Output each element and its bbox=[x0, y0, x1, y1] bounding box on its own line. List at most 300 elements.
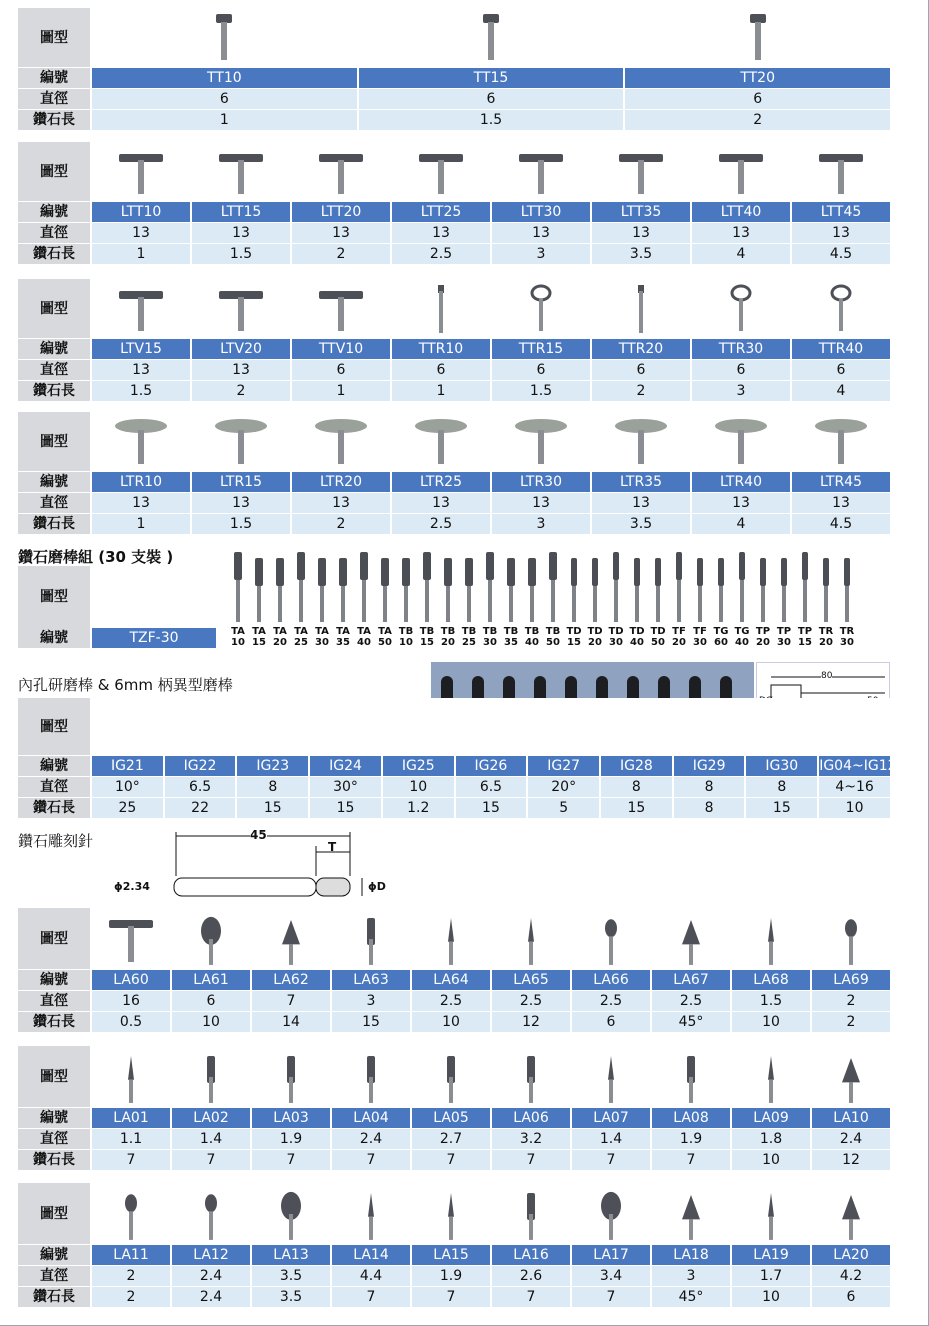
row-code bbox=[18, 756, 890, 777]
diameter-value: 4.4 bbox=[330, 1266, 410, 1287]
tool-image bbox=[330, 908, 410, 970]
diamond-length-value: 2 bbox=[90, 1287, 170, 1308]
diameter-value: 10 bbox=[381, 777, 454, 798]
diamond-length-value: 1.5 bbox=[190, 514, 290, 535]
model-code: LTR20 bbox=[290, 472, 390, 493]
model-code: LTT30 bbox=[490, 202, 590, 223]
diamond-length-value: 6 bbox=[570, 1012, 650, 1033]
tool-image bbox=[250, 1046, 330, 1108]
tzf-item-label bbox=[628, 626, 646, 648]
diameter-value: 6 bbox=[690, 360, 790, 381]
diameter-value: 8 bbox=[235, 777, 308, 798]
diameter-value: 13 bbox=[790, 223, 890, 244]
diamond-length-value: 15 bbox=[235, 798, 308, 819]
row-v1 bbox=[18, 493, 890, 514]
tzf-item-label bbox=[250, 626, 268, 648]
diameter-value: 3.2 bbox=[490, 1129, 570, 1150]
model-code: LA17 bbox=[570, 1245, 650, 1266]
tzf-series: TB bbox=[545, 626, 561, 637]
row-v1 bbox=[18, 777, 890, 798]
tool-image bbox=[650, 1183, 730, 1245]
diamond-length-value: 4.5 bbox=[790, 244, 890, 265]
diamond-length-value: 7 bbox=[490, 1150, 570, 1171]
diameter-value: 4.2 bbox=[810, 1266, 890, 1287]
tool-image bbox=[690, 279, 790, 339]
diameter-value: 10° bbox=[90, 777, 163, 798]
model-code: LA61 bbox=[170, 970, 250, 991]
tzf-size: 50 bbox=[546, 637, 560, 648]
diameter-value: 6 bbox=[390, 360, 490, 381]
diameter-value: 1.5 bbox=[730, 991, 810, 1012]
tool-image bbox=[730, 1046, 810, 1108]
tzf-item-label bbox=[502, 626, 520, 648]
diamond-length-value: 22 bbox=[163, 798, 236, 819]
row-v1 bbox=[18, 360, 890, 381]
tzf-item-label bbox=[712, 626, 730, 648]
diamond-length-value: 1.2 bbox=[381, 798, 454, 819]
diameter-value: 1.7 bbox=[730, 1266, 810, 1287]
diamond-length-value: 2 bbox=[590, 381, 690, 402]
row-img bbox=[18, 1046, 890, 1108]
tzf-item-label bbox=[565, 626, 583, 648]
diamond-length-value: 7 bbox=[490, 1287, 570, 1308]
diameter-value: 16 bbox=[90, 991, 170, 1012]
diameter-value: 13 bbox=[490, 223, 590, 244]
row-label: 編號 bbox=[18, 756, 90, 777]
diameter-value: 13 bbox=[290, 493, 390, 514]
model-code: LTR15 bbox=[190, 472, 290, 493]
diamond-length-value: 14 bbox=[250, 1012, 330, 1033]
tool-image bbox=[790, 279, 890, 339]
tzf-series: TB bbox=[461, 626, 477, 637]
row-v2 bbox=[18, 110, 890, 131]
tool-image bbox=[250, 1183, 330, 1245]
tool-image bbox=[410, 1046, 490, 1108]
tool-image bbox=[190, 412, 290, 472]
tzf-series: TA bbox=[252, 626, 266, 637]
model-code: TT15 bbox=[357, 68, 624, 89]
tool-image bbox=[170, 908, 250, 970]
diamond-length-value: 1 bbox=[290, 381, 390, 402]
tzf-item-label bbox=[754, 626, 772, 648]
diameter-value: 6 bbox=[490, 360, 590, 381]
diamond-length-value: 1.5 bbox=[190, 244, 290, 265]
model-code: TTR15 bbox=[490, 339, 590, 360]
spec-table-ig bbox=[18, 698, 897, 819]
diameter-value: 1.9 bbox=[250, 1129, 330, 1150]
tool-image bbox=[570, 1046, 650, 1108]
row-label: 鑽石長 bbox=[18, 110, 90, 131]
diamond-length-value: 7 bbox=[250, 1150, 330, 1171]
tzf-size: 20 bbox=[273, 637, 287, 648]
model-code: TTV10 bbox=[290, 339, 390, 360]
diamond-length-value: 7 bbox=[90, 1150, 170, 1171]
tzf-size: 50 bbox=[651, 637, 665, 648]
diamond-length-value: 1.5 bbox=[357, 110, 624, 131]
spec-table-la3 bbox=[18, 1183, 890, 1308]
tool-image bbox=[570, 1183, 650, 1245]
tool-image bbox=[90, 1183, 170, 1245]
tool-image bbox=[90, 908, 170, 970]
model-code: LTR40 bbox=[690, 472, 790, 493]
tool-image bbox=[570, 908, 650, 970]
model-code: LA60 bbox=[90, 970, 170, 991]
row-label: 編號 bbox=[18, 68, 90, 89]
tzf-item-label bbox=[586, 626, 604, 648]
tool-image bbox=[690, 142, 790, 202]
tool-image bbox=[290, 412, 390, 472]
model-code: IG21 bbox=[90, 756, 163, 777]
row-label: 鑽石長 bbox=[18, 1150, 90, 1171]
model-code: LA62 bbox=[250, 970, 330, 991]
tzf-series: TB bbox=[482, 626, 498, 637]
tzf-item-label bbox=[670, 626, 688, 648]
diamond-length-value: 2.5 bbox=[390, 514, 490, 535]
diamond-length-value: 2 bbox=[810, 1012, 890, 1033]
model-code: LA65 bbox=[490, 970, 570, 991]
tool-image bbox=[410, 1183, 490, 1245]
model-code: LTT40 bbox=[690, 202, 790, 223]
diamond-length-value: 10 bbox=[730, 1150, 810, 1171]
diamond-length-value: 2 bbox=[290, 514, 390, 535]
diameter-value: 13 bbox=[190, 360, 290, 381]
model-code: LA02 bbox=[170, 1108, 250, 1129]
spec-table-la1 bbox=[18, 908, 890, 1033]
tzf-size: 20 bbox=[756, 637, 770, 648]
diamond-length-value: 1 bbox=[90, 244, 190, 265]
tool-image bbox=[90, 8, 357, 68]
diameter-value: 6.5 bbox=[454, 777, 527, 798]
diamond-length-value: 3 bbox=[490, 514, 590, 535]
tool-image bbox=[90, 279, 190, 339]
model-code: IG04~IG12 bbox=[817, 756, 890, 777]
tool-image bbox=[650, 1046, 730, 1108]
diamond-length-value: 4 bbox=[690, 514, 790, 535]
model-code: LA64 bbox=[410, 970, 490, 991]
tool-image bbox=[490, 1183, 570, 1245]
tzf-series: TP bbox=[755, 626, 771, 637]
tzf-item-label bbox=[418, 626, 436, 648]
tzf-code: TZF-30 bbox=[92, 628, 216, 648]
model-code: LA67 bbox=[650, 970, 730, 991]
model-code: IG24 bbox=[308, 756, 381, 777]
tool-image bbox=[590, 142, 690, 202]
model-code: TTR40 bbox=[790, 339, 890, 360]
tool-image bbox=[410, 908, 490, 970]
model-code: LTR10 bbox=[90, 472, 190, 493]
model-code: LA07 bbox=[570, 1108, 650, 1129]
model-code: IG25 bbox=[381, 756, 454, 777]
row-label: 圖型 bbox=[18, 279, 90, 339]
tzf-size: 40 bbox=[357, 637, 371, 648]
diameter-value: 2.5 bbox=[570, 991, 650, 1012]
tool-image bbox=[490, 142, 590, 202]
model-code: LA16 bbox=[490, 1245, 570, 1266]
tzf-size: 50 bbox=[378, 637, 392, 648]
row-label: 直徑 bbox=[18, 777, 90, 798]
tzf-series: TD bbox=[650, 626, 666, 637]
tzf-series: TP bbox=[797, 626, 813, 637]
spec-table-la2 bbox=[18, 1046, 890, 1171]
model-code: LTV15 bbox=[90, 339, 190, 360]
model-code: LTR30 bbox=[490, 472, 590, 493]
tzf-item-label bbox=[817, 626, 835, 648]
row-v1 bbox=[18, 89, 890, 110]
model-code: IG28 bbox=[599, 756, 672, 777]
tzf-item-label bbox=[733, 626, 751, 648]
tzf-item-label bbox=[796, 626, 814, 648]
model-code: LA63 bbox=[330, 970, 410, 991]
model-code: IG26 bbox=[454, 756, 527, 777]
diameter-value: 3 bbox=[650, 1266, 730, 1287]
diamond-length-value: 0.5 bbox=[90, 1012, 170, 1033]
row-v1 bbox=[18, 1266, 890, 1287]
tzf-item-label bbox=[397, 626, 415, 648]
diamond-length-value: 10 bbox=[730, 1287, 810, 1308]
tzf-series: TD bbox=[566, 626, 582, 637]
diamond-length-value: 3.5 bbox=[250, 1287, 330, 1308]
model-code: LA06 bbox=[490, 1108, 570, 1129]
tzf-series: TD bbox=[629, 626, 645, 637]
model-code: TTR20 bbox=[590, 339, 690, 360]
diamond-length-value: 7 bbox=[410, 1150, 490, 1171]
model-code: LTT25 bbox=[390, 202, 490, 223]
diamond-length-value: 3 bbox=[490, 244, 590, 265]
tzf-series: TG bbox=[734, 626, 750, 637]
diameter-value: 2.4 bbox=[330, 1129, 410, 1150]
la-diagram-shank: ϕ2.34 bbox=[114, 880, 150, 893]
diamond-length-value: 3.5 bbox=[590, 244, 690, 265]
tzf-item-label bbox=[271, 626, 289, 648]
row-label: 直徑 bbox=[18, 1129, 90, 1150]
tzf-tools-image bbox=[230, 544, 870, 624]
tool-image bbox=[490, 908, 570, 970]
ig-image-cell bbox=[90, 698, 890, 756]
model-code: LA19 bbox=[730, 1245, 810, 1266]
tzf-series: TA bbox=[294, 626, 308, 637]
model-code: LTT20 bbox=[290, 202, 390, 223]
diameter-value: 2.4 bbox=[810, 1129, 890, 1150]
tzf-item-label bbox=[481, 626, 499, 648]
model-code: TT10 bbox=[90, 68, 357, 89]
model-code: TT20 bbox=[623, 68, 890, 89]
tzf-size: 30 bbox=[609, 637, 623, 648]
model-code: TTR30 bbox=[690, 339, 790, 360]
la-diagram-t: T bbox=[328, 840, 337, 854]
row-img bbox=[18, 1183, 890, 1245]
tool-image bbox=[590, 279, 690, 339]
row-img bbox=[18, 8, 890, 68]
row-label: 鑽石長 bbox=[18, 381, 90, 402]
diameter-value: 13 bbox=[90, 223, 190, 244]
tool-image bbox=[390, 412, 490, 472]
row-v2 bbox=[18, 381, 890, 402]
diamond-length-value: 4.5 bbox=[790, 514, 890, 535]
diameter-value: 6 bbox=[290, 360, 390, 381]
model-code: LTR25 bbox=[390, 472, 490, 493]
row-code bbox=[18, 339, 890, 360]
tool-image bbox=[330, 1046, 410, 1108]
row-img bbox=[18, 142, 890, 202]
diameter-value: 2.5 bbox=[490, 991, 570, 1012]
tool-image bbox=[290, 279, 390, 339]
row-code bbox=[18, 202, 890, 223]
diameter-value: 8 bbox=[672, 777, 745, 798]
tool-image bbox=[490, 1046, 570, 1108]
diamond-length-value: 12 bbox=[490, 1012, 570, 1033]
row-label: 鑽石長 bbox=[18, 1012, 90, 1033]
diamond-length-value: 45° bbox=[650, 1012, 730, 1033]
tool-image bbox=[170, 1046, 250, 1108]
tzf-item-label bbox=[838, 626, 856, 648]
model-code: LA09 bbox=[730, 1108, 810, 1129]
diameter-value: 13 bbox=[390, 223, 490, 244]
tool-image bbox=[250, 908, 330, 970]
diamond-length-value: 1.5 bbox=[490, 381, 590, 402]
row-v1 bbox=[18, 991, 890, 1012]
diamond-length-value: 5 bbox=[526, 798, 599, 819]
diameter-value: 2.5 bbox=[650, 991, 730, 1012]
row-v2 bbox=[18, 244, 890, 265]
diamond-length-value: 15 bbox=[599, 798, 672, 819]
diameter-value: 6 bbox=[790, 360, 890, 381]
diamond-length-value: 10 bbox=[410, 1012, 490, 1033]
diameter-value: 1.9 bbox=[410, 1266, 490, 1287]
diameter-value: 6 bbox=[170, 991, 250, 1012]
diamond-length-value: 15 bbox=[330, 1012, 410, 1033]
tool-image bbox=[730, 1183, 810, 1245]
tzf-series: TG bbox=[713, 626, 729, 637]
tzf-item-label bbox=[292, 626, 310, 648]
row-label: 編號 bbox=[18, 1245, 90, 1266]
tool-image bbox=[790, 412, 890, 472]
diamond-length-value: 1 bbox=[90, 110, 357, 131]
diameter-value: 13 bbox=[490, 493, 590, 514]
diameter-value: 1.8 bbox=[730, 1129, 810, 1150]
diameter-value: 13 bbox=[190, 493, 290, 514]
model-code: LA66 bbox=[570, 970, 650, 991]
row-label: 編號 bbox=[18, 1108, 90, 1129]
diameter-value: 30° bbox=[308, 777, 381, 798]
model-code: LTT15 bbox=[190, 202, 290, 223]
tool-image bbox=[490, 279, 590, 339]
tzf-series: TA bbox=[336, 626, 350, 637]
row-code bbox=[18, 1108, 890, 1129]
diameter-value: 8 bbox=[744, 777, 817, 798]
row-v2 bbox=[18, 1150, 890, 1171]
diameter-value: 13 bbox=[790, 493, 890, 514]
diameter-value: 13 bbox=[590, 493, 690, 514]
la-diagram-length: 45 bbox=[250, 828, 267, 842]
diameter-value: 4~16 bbox=[817, 777, 890, 798]
row-label: 直徑 bbox=[18, 89, 90, 110]
tzf-size: 15 bbox=[798, 637, 812, 648]
ig-title: 內孔研磨棒 & 6mm 柄異型磨棒 bbox=[18, 676, 233, 694]
tool-image bbox=[190, 279, 290, 339]
tzf-series: TA bbox=[231, 626, 245, 637]
diamond-length-value: 7 bbox=[170, 1150, 250, 1171]
diameter-value: 1.1 bbox=[90, 1129, 170, 1150]
diamond-length-value: 4 bbox=[690, 244, 790, 265]
model-code: LA03 bbox=[250, 1108, 330, 1129]
diamond-length-value: 2 bbox=[190, 381, 290, 402]
row-label: 直徑 bbox=[18, 223, 90, 244]
model-code: LA01 bbox=[90, 1108, 170, 1129]
diameter-value: 1.4 bbox=[170, 1129, 250, 1150]
diameter-value: 3 bbox=[330, 991, 410, 1012]
model-code: LA12 bbox=[170, 1245, 250, 1266]
model-code: LA08 bbox=[650, 1108, 730, 1129]
row-code bbox=[18, 1245, 890, 1266]
row-img bbox=[18, 279, 890, 339]
tzf-series: TD bbox=[608, 626, 624, 637]
diamond-length-value: 10 bbox=[817, 798, 890, 819]
tzf-series: TB bbox=[440, 626, 456, 637]
row-v2 bbox=[18, 1012, 890, 1033]
tzf-series: TD bbox=[587, 626, 603, 637]
tzf-item-label bbox=[439, 626, 457, 648]
model-code: LA14 bbox=[330, 1245, 410, 1266]
diameter-value: 3.4 bbox=[570, 1266, 650, 1287]
tzf-item-label bbox=[229, 626, 247, 648]
tzf-series: TB bbox=[503, 626, 519, 637]
diamond-length-value: 7 bbox=[330, 1150, 410, 1171]
model-code: IG22 bbox=[163, 756, 236, 777]
diameter-value: 6 bbox=[623, 89, 890, 110]
model-code: LTT35 bbox=[590, 202, 690, 223]
tool-image bbox=[390, 279, 490, 339]
tzf-item-label bbox=[691, 626, 709, 648]
diamond-length-value: 7 bbox=[650, 1150, 730, 1171]
row-label: 編號 bbox=[18, 970, 90, 991]
diamond-length-value: 7 bbox=[570, 1150, 650, 1171]
tzf-size: 30 bbox=[483, 637, 497, 648]
row-v1 bbox=[18, 1129, 890, 1150]
model-code: LA05 bbox=[410, 1108, 490, 1129]
tool-image bbox=[650, 908, 730, 970]
tool-image bbox=[290, 142, 390, 202]
tzf-series: TF bbox=[672, 626, 686, 637]
row-label: 圖型 bbox=[18, 142, 90, 202]
row-img bbox=[18, 412, 890, 472]
tool-image bbox=[390, 142, 490, 202]
tool-image bbox=[330, 1183, 410, 1245]
row-label: 直徑 bbox=[18, 991, 90, 1012]
diamond-length-value: 7 bbox=[570, 1287, 650, 1308]
tzf-series: TP bbox=[776, 626, 792, 637]
row-label: 圖型 bbox=[18, 1046, 90, 1108]
diameter-value: 13 bbox=[690, 493, 790, 514]
tool-image bbox=[190, 142, 290, 202]
model-code: IG27 bbox=[526, 756, 599, 777]
diameter-value: 6 bbox=[357, 89, 624, 110]
row-v2 bbox=[18, 514, 890, 535]
tzf-size: 30 bbox=[840, 637, 854, 648]
tool-image bbox=[623, 8, 890, 68]
diameter-value: 1.9 bbox=[650, 1129, 730, 1150]
tzf-item-label bbox=[460, 626, 478, 648]
la-title: 鑽石雕刻針 bbox=[18, 832, 94, 850]
diamond-length-value: 6 bbox=[810, 1287, 890, 1308]
tzf-series: TB bbox=[419, 626, 435, 637]
diameter-value: 13 bbox=[390, 493, 490, 514]
diamond-length-value: 2.5 bbox=[390, 244, 490, 265]
tzf-item-label bbox=[376, 626, 394, 648]
model-code: LA04 bbox=[330, 1108, 410, 1129]
model-code: LA20 bbox=[810, 1245, 890, 1266]
tzf-item-label bbox=[334, 626, 352, 648]
row-img bbox=[18, 908, 890, 970]
